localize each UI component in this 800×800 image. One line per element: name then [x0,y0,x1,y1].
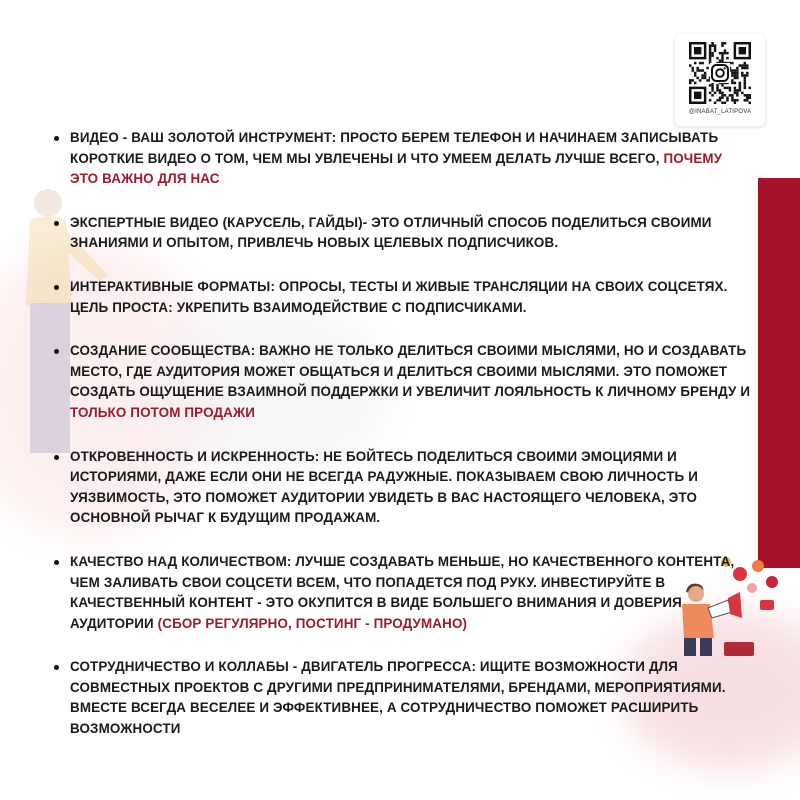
item-highlight: (СБОР РЕГУЛЯРНО, ПОСТИНГ - ПРОДУМАНО) [157,615,468,631]
qr-finder [694,47,701,54]
qr-module [744,82,746,84]
qr-module [711,84,713,86]
qr-module [711,42,713,44]
list-item [52,552,752,634]
qr-module [701,62,703,64]
qr-module [734,92,736,94]
qr-module [746,97,748,99]
qr-module [724,94,726,96]
item-text: СОЗДАНИЕ СООБЩЕСТВА: ВАЖНО НЕ ТОЛЬКО ДЕЛИТЬСЯ СВОИМИ МЫСЛЯМИ, НО И СОЗДАВАТЬ МЕСТО, ГДЕ АУДИТОРИЯ МОЖЕТ ОБЩАТЬСЯ И ДЕЛИТЬСЯ СВОИМИ МЫСЛЯМИ. ЭТО ПОМОЖЕТ СОЗДАТЬ ОЩУЩЕНИЕ ВЗАИМНОЙ ПОДДЕРЖКИ И УВЕЛИЧИТ ЛОЯЛЬНОСТЬ К ЛИЧНОМУ БРЕНДУ И [70,343,751,400]
qr-module [744,94,746,96]
qr-module [714,102,716,104]
qr-module [721,92,723,94]
qr-module [741,74,743,76]
qr-module [699,62,701,64]
qr-module [709,57,711,59]
qr-module [736,77,738,79]
qr-module [691,69,693,71]
qr-module [714,47,716,49]
qr-module [746,94,748,96]
qr-module [716,84,718,86]
qr-module [704,72,706,74]
qr-module [719,59,721,61]
qr-module [699,79,701,81]
qr-module [689,64,691,66]
qr-module [721,44,723,46]
qr-module [736,99,738,101]
qr-module [709,49,711,51]
qr-module [714,44,716,46]
qr-module [719,97,721,99]
qr-module [734,74,736,76]
qr-module [746,99,748,101]
qr-module [729,94,731,96]
qr-module [746,67,748,69]
qr-module [749,94,751,96]
qr-module [744,64,746,66]
qr-module [701,77,703,79]
qr-module [744,74,746,76]
qr-module [716,89,718,91]
qr-module [739,82,741,84]
qr-module [719,52,721,54]
qr-module [721,57,723,59]
list-item [52,128,752,190]
list-item [52,277,752,318]
qr-module [726,52,728,54]
bullet-icon [54,221,59,226]
qr-module [691,79,693,81]
qr-module [701,74,703,76]
qr-module [709,92,711,94]
qr-module [714,49,716,51]
qr-module [696,77,698,79]
bullet-icon [54,455,59,460]
qr-module [746,64,748,66]
item-text: ОТКРОВЕННОСТЬ И ИСКРЕННОСТЬ: НЕ БОЙТЕСЬ ПОДЕЛИТЬСЯ СВОИМИ ЭМОЦИЯМИ И ИСТОРИЯМИ, ДАЖЕ ЕСЛИ ОНИ НЕ ВСЕГДА РАДУЖНЫЕ. ПОКАЗЫВАЕМ СВОЮ ЛИЧНОСТЬ И УЯЗВИМОСТЬ, ЭТО ПОМОЖЕТ АУДИТОРИИ УВИДЕТЬ В ВАС НАСТОЯЩЕГО ЧЕЛОВЕКА, ЭТО ОСНОВНОЙ РЫЧАГ К БУДУЩИМ ПРОДАЖАМ. [70,448,698,526]
qr-module [711,52,713,54]
qr-module [704,74,706,76]
qr-module [716,99,718,101]
accent-band [758,178,800,568]
list-item [52,213,752,254]
qr-module [726,87,728,89]
item-highlight: ПОЧЕМУ ЭТО ВАЖНО ДЛЯ НАС [70,150,723,187]
item-highlight: ТОЛЬКО ПОТОМ ПРОДАЖИ [70,404,255,420]
qr-module [709,47,711,49]
bullet-icon [54,136,59,141]
qr-module [699,69,701,71]
qr-module [736,72,738,74]
qr-module [711,89,713,91]
qr-module [736,74,738,76]
qr-module [721,94,723,96]
qr-module [694,62,696,64]
qr-module [741,67,743,69]
qr-module [721,102,723,104]
qr-module [704,77,706,79]
item-text: ВИДЕО - ВАШ ЗОЛОТОЙ ИНСТРУМЕНТ: ПРОСТО БЕРЕМ ТЕЛЕФОН И НАЧИНАЕМ ЗАПИСЫВАТЬ КОРОТКИЕ ВИДЕО О ТОМ, ЧЕМ МЫ УВЛЕЧЕНЫ И ЧТО УМЕЕМ ДЕЛАТЬ ЛУЧШЕ ВСЕГО, [70,130,719,166]
qr-module [716,87,718,89]
qr-module [709,84,711,86]
item-text: КАЧЕСТВО НАД КОЛИЧЕСТВОМ: ЛУЧШЕ СОЗДАВАТЬ МЕНЬШЕ, НО КАЧЕСТВЕННОГО КОНТЕНТА, ЧЕМ ЗАЛИВАТЬ СВОИ СОЦСЕТИ ВСЕМ, ЧТО ПОПАДЕТСЯ ПОД РУКУ. ИНВЕСТИРУЙТЕ В КАЧЕСТВЕННЫЙ КОНТЕНТ - ЭТО ОКУПИТСЯ В ВИДЕ БОЛЬШЕГО ВНИМАНИЯ И ДОВЕРИЯ АУДИТОРИИ [70,553,735,631]
qr-module [734,99,736,101]
qr-module [736,92,738,94]
bullet-icon [54,665,59,670]
qr-module [714,92,716,94]
qr-module [694,72,696,74]
qr-module [744,62,746,64]
qr-module [749,102,751,104]
qr-module [731,82,733,84]
qr-module [746,72,748,74]
qr-module [736,69,738,71]
item-text: ЭКСПЕРТНЫЕ ВИДЕО (КАРУСЕЛЬ, ГАЙДЫ)- ЭТО ОТЛИЧНЫЙ СПОСОБ ПОДЕЛИТЬСЯ СВОИМИ ЗНАНИЯМИ И ОПЫТОМ, ПРИВЛЕЧЬ НОВЫХ ЦЕЛЕВЫХ ПОДПИСЧИКОВ. [70,214,712,251]
qr-module [721,42,723,44]
qr-module [724,42,726,44]
qr-module [709,44,711,46]
qr-module [711,44,713,46]
bullet-icon [54,560,59,565]
qr-module [709,52,711,54]
list-item [52,341,752,423]
qr-module [741,64,743,66]
qr-module [724,52,726,54]
qr-module [731,74,733,76]
qr-module [731,97,733,99]
qr-module [721,84,723,86]
qr-module [731,99,733,101]
qr-module [739,64,741,66]
qr-module [691,67,693,69]
qr-module [744,67,746,69]
qr-module [734,89,736,91]
qr-module [721,97,723,99]
item-text: СОТРУДНИЧЕСТВО И КОЛЛАБЫ - ДВИГАТЕЛЬ ПРОГРЕССА: ИЩИТЕ ВОЗМОЖНОСТИ ДЛЯ СОВМЕСТНЫХ ПРОЕКТОВ С ДРУГИМИ ПРЕДПРИНИМАТЕЛЯМИ, БРЕНДАМИ, МЕРОПРИЯТИЯМИ. ВМЕСТЕ ВСЕГДА ВЕСЕЛЕЕ И ЭФФЕКТИВНЕЕ, А СОТРУДНИЧЕСТВО ПОМОЖЕТ РАСШИРИТЬ ВОЗМОЖНОСТИ [70,659,726,737]
qr-module [744,87,746,89]
qr-module [741,72,743,74]
qr-module [706,67,708,69]
qr-module [731,94,733,96]
qr-finder [739,47,746,54]
qr-module [696,69,698,71]
list-item [52,657,752,739]
qr-module [729,89,731,91]
qr-module [726,99,728,101]
qr-module [749,97,751,99]
qr-module [716,57,718,59]
qr-module [689,82,691,84]
bullet-icon [54,285,59,290]
qr-module [736,67,738,69]
list-item [52,447,752,529]
qr-finder [694,92,701,99]
qr-module [734,102,736,104]
qr-module [694,82,696,84]
item-text: ИНТЕРАКТИВНЫЕ ФОРМАТЫ: ОПРОСЫ, ТЕСТЫ И ЖИВЫЕ ТРАНСЛЯЦИИ НА СВОИХ СОЦСЕТЯХ. ЦЕЛЬ ПРОСТА: УКРЕПИТЬ ВЗАИМОДЕЙСТВИЕ С ПОДПИСЧИКАМИ. [70,278,728,315]
qr-module [724,49,726,51]
qr-module [739,84,741,86]
qr-module [731,69,733,71]
tips-list [52,128,752,763]
qr-module [744,79,746,81]
qr-module [711,94,713,96]
qr-module [736,89,738,91]
qr-module [729,87,731,89]
qr-module [721,54,723,56]
qr-module [726,97,728,99]
qr-code-card[interactable] [675,34,765,126]
qr-module [719,99,721,101]
qr-module [746,74,748,76]
qr-module [744,99,746,101]
qr-module [721,59,723,61]
qr-module [709,99,711,101]
qr-module [706,79,708,81]
qr-module [731,79,733,81]
qr-module [709,59,711,61]
qr-module [719,89,721,91]
bullet-icon [54,349,59,354]
qr-module [749,87,751,89]
qr-module [689,79,691,81]
qr-module [721,52,723,54]
qr-module [734,77,736,79]
qr-module [734,72,736,74]
qr-module [741,92,743,94]
qr-module [734,69,736,71]
qr-module [711,87,713,89]
qr-module [711,54,713,56]
qr-module [696,67,698,69]
qr-module [734,82,736,84]
qr-module [731,72,733,74]
qr-module [701,69,703,71]
instagram-handle: @INABAT_LATIPOVA [688,109,752,115]
qr-module [726,57,728,59]
qr-module [744,77,746,79]
qr-module [744,84,746,86]
qr-module [736,94,738,96]
qr-module [734,87,736,89]
qr-module [694,74,696,76]
qr-module [739,87,741,89]
qr-module [739,89,741,91]
qr-module [724,87,726,89]
qr-module [731,62,733,64]
qr-module [724,102,726,104]
qr-module [709,54,711,56]
qr-code[interactable] [689,42,751,104]
qr-module [719,92,721,94]
